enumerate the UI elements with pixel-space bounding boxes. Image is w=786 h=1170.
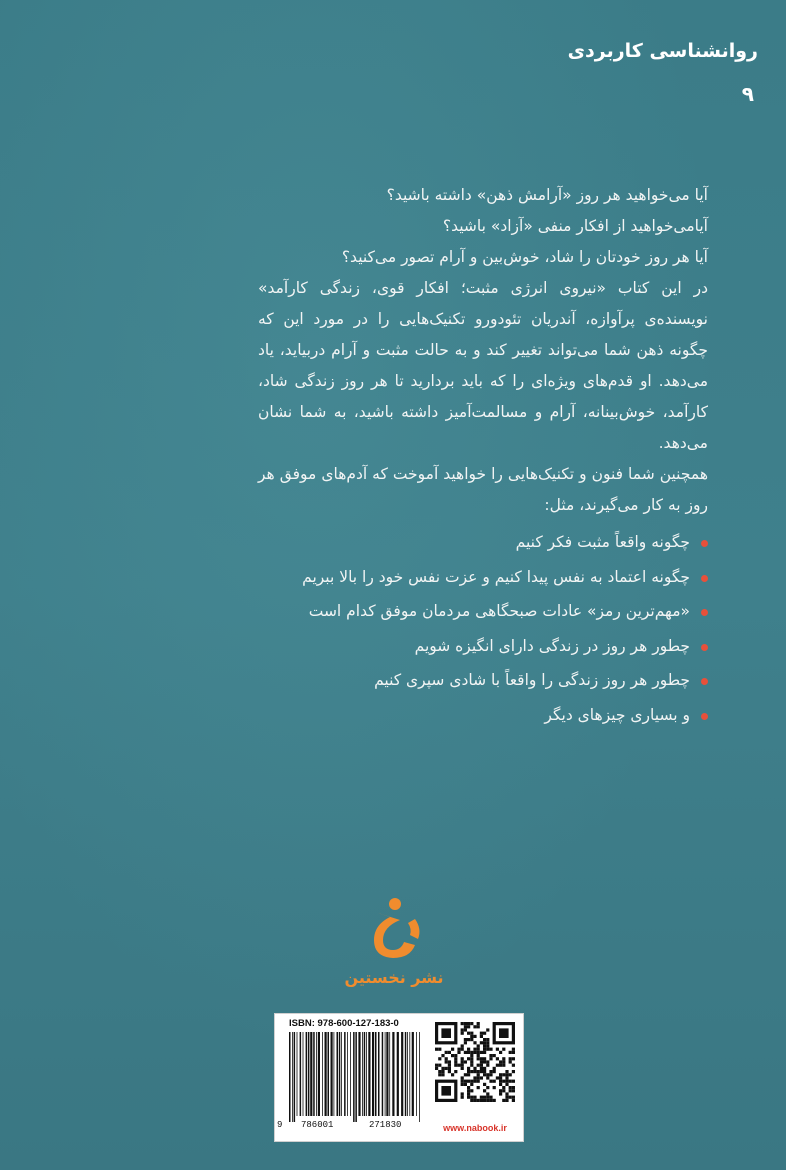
bullet-dot-icon [701,609,708,616]
list-item [258,663,708,698]
list-item-text: و بسیاری چیزهای دیگر [544,705,690,724]
qr-code [435,1022,515,1102]
bullet-dot-icon [701,540,708,547]
question-line: آیا هر روز خودتان را شاد، خوش‌بین و آرام تصور می‌کنید؟ [341,248,708,266]
list-item-text: چطور هر روز در زندگی دارای انگیزه شویم [414,636,690,655]
list-item-text: چگونه واقعاً مثبت فکر کنیم [515,533,690,551]
barcode-digit-first: 9 [277,1120,283,1130]
bullet-dot-icon [701,678,708,685]
series-number: ۹ [741,82,754,106]
barcode-label [274,1013,524,1142]
bullet-dot-icon [701,644,708,651]
barcode-digits-left: 786001 [301,1120,334,1130]
publisher-website: www.nabook.ir [443,1123,507,1133]
bullet-dot-icon [701,575,708,582]
bullet-dot-icon [701,713,708,720]
list-item [258,525,708,560]
isbn-number: ISBN: 978-600-127-183-0 [289,1018,399,1029]
list-item-text: «مهم‌ترین رمز» عادات صبحگاهی مردمان موفق کدام است [308,602,690,620]
description-paragraph: در این کتاب «نیروی انرژی مثبت؛ افکار قوی، زندگی کارآمد» نویسنده‌ی پرآوازه، آندریان تئودورو تکنیک‌هایی را در مورد این که چگونه ذهن شما می‌تواند تغییر کند و به حالت مثبت و آرام دربیاید، یاد می‌دهد. او قدم‌های ویژه‌ای را که باید بردارید تا هر روز زندگی شاد، کارآمد، خوش‌بینانه، آرام و مسالمت‌آمیز داشته باشید، به شما نشان می‌دهد. [258,279,708,452]
isbn-barcode [287,1032,425,1122]
list-item [258,560,708,595]
list-item-text: چطور هر روز زندگی را واقعاً با شادی سپری کنیم [374,671,690,689]
list-item [258,629,708,664]
publisher-logo-icon [360,895,430,965]
list-item [258,698,708,733]
publisher-name: نشر نخستین [344,968,444,987]
question-line: آیا می‌خواهید هر روز «آرامش ذهن» داشته باشید؟ [386,186,708,204]
list-item [258,594,708,629]
series-title: روانشناسی کاربردی [567,40,758,62]
features-intro: همچنین شما فنون و تکنیک‌هایی را خواهید آموخت که آدم‌های موفق هر روز به کار می‌گیرند، مثل: [258,465,708,514]
blurb [258,180,708,732]
list-item-text: چگونه اعتماد به نفس پیدا کنیم و عزت نفس خود را بالا ببریم [302,567,690,586]
feature-list [258,525,708,732]
question-line: آیامی‌خواهید از افکار منفی «آزاد» باشید؟ [442,217,708,235]
barcode-digits-right: 271830 [369,1120,402,1130]
